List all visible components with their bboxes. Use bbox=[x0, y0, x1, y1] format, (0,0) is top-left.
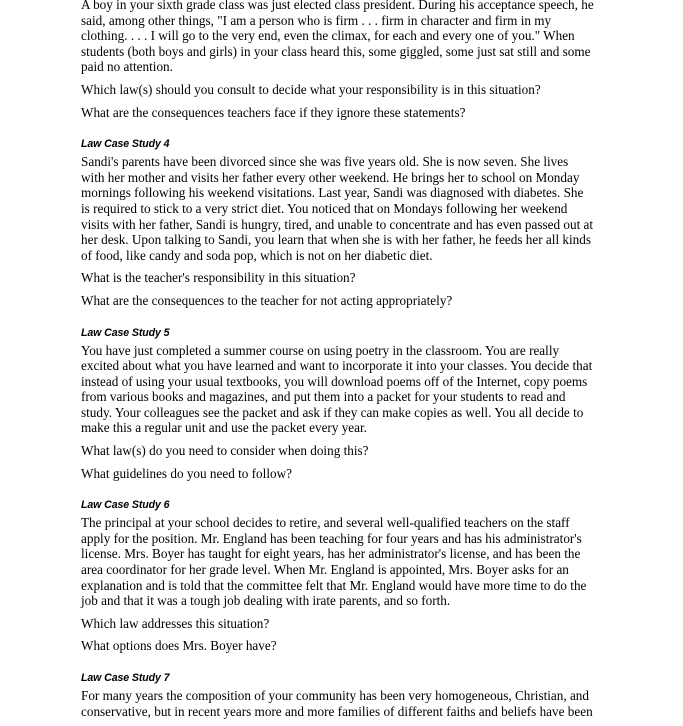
case-4-question-1: What is the teacher's responsibility in this situation? bbox=[81, 270, 356, 286]
text-line: excited about what you have learned and want to incorporate it into your classes. You decide that bbox=[81, 358, 593, 374]
text-line: Sandi's parents have been divorced since she was five years old. She is now seven. She lives bbox=[81, 154, 569, 170]
text-line: said, among other things, "I am a person who is firm . . . firm in character and firm in my bbox=[81, 12, 552, 28]
case-7-heading: Law Case Study 7 bbox=[81, 672, 170, 684]
text-line: The principal at your school decides to retire, and several well-qualified teachers on the staff bbox=[81, 515, 570, 531]
text-line: apply for the position. Mr. England has been teaching for four years and has his administrator's bbox=[81, 530, 582, 546]
case-6-heading: Law Case Study 6 bbox=[81, 499, 170, 512]
text-line: For many years the composition of your community has been very homogeneous, Christian, and bbox=[81, 688, 589, 703]
text-line: clothing. . . . I will go to the very end, even the climax, for each and every one of you." When bbox=[81, 28, 575, 44]
case-3-question-2: What are the consequences teachers face if they ignore these statements? bbox=[81, 104, 466, 120]
case-5-question-2: What guidelines do you need to follow? bbox=[81, 465, 292, 481]
text-line: is required to stick to a very strict diet. You noticed that on Mondays following her weekend bbox=[81, 200, 568, 216]
text-line: with her mother and visits her father every other weekend. He brings her to school on Monday bbox=[81, 169, 580, 185]
text-line: from various books and magazines, and put them into a packet for your students to read and bbox=[81, 389, 566, 405]
text-line: of food, like candy and soda pop, which is not on her diabetic diet. bbox=[81, 247, 433, 263]
text-line: make this a regular unit and use the packet every year. bbox=[81, 420, 367, 436]
text-line: students (both boys and girls) in your class heard this, some giggled, some just sat still and some bbox=[81, 43, 591, 59]
text-line: You have just completed a summer course on using poetry in the classroom. You are really bbox=[81, 342, 560, 358]
text-line: mornings following his weekend visitations. Last year, Sandi was diagnosed with diabetes. She bbox=[81, 185, 584, 201]
case-3-question-1: Which law(s) should you consult to decide what your responsibility is in this situation? bbox=[81, 81, 541, 97]
text-line: visits with her father, Sandi is hungry, tired, and unable to concentrate and has even passed out at bbox=[81, 216, 594, 232]
text-line: paid no attention. bbox=[81, 59, 173, 75]
case-6-question-2: What options does Mrs. Boyer have? bbox=[81, 638, 277, 654]
case-3-paragraph bbox=[81, 0, 606, 75]
text-line: explanation and is told that the committee felt that Mr. England would have more time to do the bbox=[81, 577, 587, 593]
case-6-question-1: Which law addresses this situation? bbox=[81, 615, 270, 631]
text-line: license. Mrs. Boyer has taught for eight years, has her administrator's license, and has been the bbox=[81, 546, 581, 562]
case-5-paragraph bbox=[81, 343, 606, 437]
text-line: her desk. Upon talking to Sandi, you learn that when she is with her father, he feeds her all kinds bbox=[81, 232, 591, 248]
case-4-paragraph bbox=[81, 154, 606, 263]
text-line: job and that it was a tough job dealing with irate parents, and so forth. bbox=[81, 593, 451, 609]
case-4-heading: Law Case Study 4 bbox=[81, 138, 170, 151]
text-line: area coordinator for her grade level. When Mr. England is appointed, Mrs. Boyer asks for an bbox=[81, 562, 569, 578]
text-line: conservative, but in recent years more and more families of different faiths and beliefs have been bbox=[81, 703, 593, 719]
case-5-heading: Law Case Study 5 bbox=[81, 326, 170, 339]
text-line: A boy in your sixth grade class was just elected class president. During his acceptance speech, he bbox=[81, 0, 594, 12]
case-6-paragraph bbox=[81, 515, 606, 609]
case-4-question-2: What are the consequences to the teacher for not acting appropriately? bbox=[81, 292, 453, 308]
text-line: study. Your colleagues see the packet and ask if they can make copies as well. You all decide to bbox=[81, 404, 584, 420]
document-page bbox=[81, 0, 606, 726]
text-line: instead of using your usual textbooks, you will download poems off of the Internet, copy poems bbox=[81, 373, 588, 389]
case-5-question-1: What law(s) do you need to consider when doing this? bbox=[81, 443, 369, 459]
